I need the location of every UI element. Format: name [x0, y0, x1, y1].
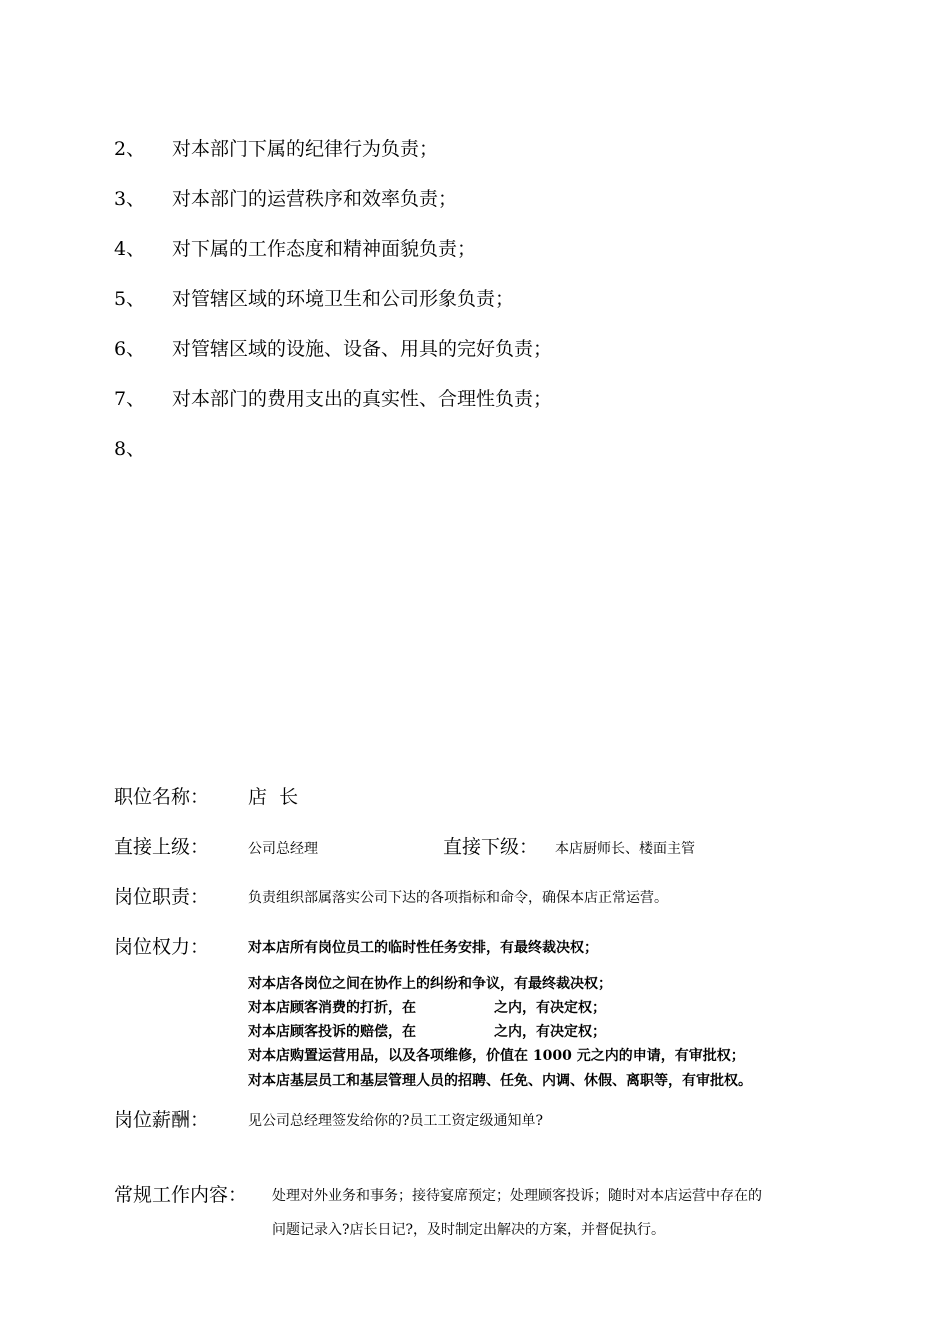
- list-number: 7、: [114, 388, 146, 410]
- routine-line-1: 处理对外业务和事务；接待宴席预定；处理顾客投诉；随时对本店运营中存在的: [272, 1188, 762, 1204]
- authority-item: 对本店顾客投诉的赔偿，在 之内，有决定权；: [248, 1024, 606, 1040]
- authority-item: 对本店购置运营用品，以及各项维修，价值在 1000 元之内的申请，有审批权；: [248, 1048, 745, 1064]
- duty-value: 负责组织部属落实公司下达的各项指标和命令，确保本店正常运营。: [248, 890, 668, 906]
- list-text: 对下属的工作态度和精神面貌负责；: [172, 238, 477, 260]
- list-text: 对本部门的运营秩序和效率负责；: [172, 188, 458, 210]
- list-item: [114, 337, 552, 361]
- job-title-value: 店 长: [248, 786, 299, 808]
- job-title-label: 职位名称：: [114, 786, 210, 808]
- list-number: 2、: [114, 138, 146, 160]
- list-item: [114, 287, 514, 311]
- list-text: 对管辖区域的环境卫生和公司形象负责；: [172, 288, 515, 310]
- list-item: [114, 237, 476, 261]
- authority-item: 对本店基层员工和基层管理人员的招聘、任免、内调、休假、离职等，有审批权。: [248, 1073, 752, 1089]
- duty-label: 岗位职责：: [114, 886, 210, 908]
- authority-item: 对本店顾客消费的打折，在 之内，有决定权；: [248, 1000, 606, 1016]
- subordinate-label: 直接下级：: [443, 836, 539, 858]
- list-number: 8、: [114, 438, 146, 460]
- list-number: 5、: [114, 288, 146, 310]
- list-item: [114, 387, 552, 411]
- authority-label: 岗位权力：: [114, 936, 210, 958]
- authority-item: 对本店各岗位之间在协作上的纠纷和争议，有最终裁决权；: [248, 976, 612, 992]
- list-item: [114, 137, 438, 161]
- salary-value: 见公司总经理签发给你的?员工工资定级通知单?: [248, 1113, 544, 1129]
- list-number: 6、: [114, 338, 146, 360]
- superior-label: 直接上级：: [114, 836, 210, 858]
- subordinate-value: 本店厨师长、楼面主管: [555, 841, 695, 857]
- list-number: 3、: [114, 188, 146, 210]
- routine-label: 常规工作内容：: [114, 1184, 248, 1206]
- authority-item: 对本店所有岗位员工的临时性任务安排，有最终裁决权；: [248, 940, 598, 956]
- salary-label: 岗位薪酬：: [114, 1109, 210, 1131]
- superior-value: 公司总经理: [248, 841, 318, 857]
- list-text: 对本部门的费用支出的真实性、合理性负责；: [172, 388, 553, 410]
- list-item: [114, 187, 457, 211]
- list-number: 4、: [114, 238, 146, 260]
- list-item: [114, 437, 172, 461]
- list-text: 对本部门下属的纪律行为负责；: [172, 138, 439, 160]
- routine-line-2: 问题记录入?店长日记?，及时制定出解决的方案，并督促执行。: [272, 1222, 666, 1238]
- list-text: 对管辖区域的设施、设备、用具的完好负责；: [172, 338, 553, 360]
